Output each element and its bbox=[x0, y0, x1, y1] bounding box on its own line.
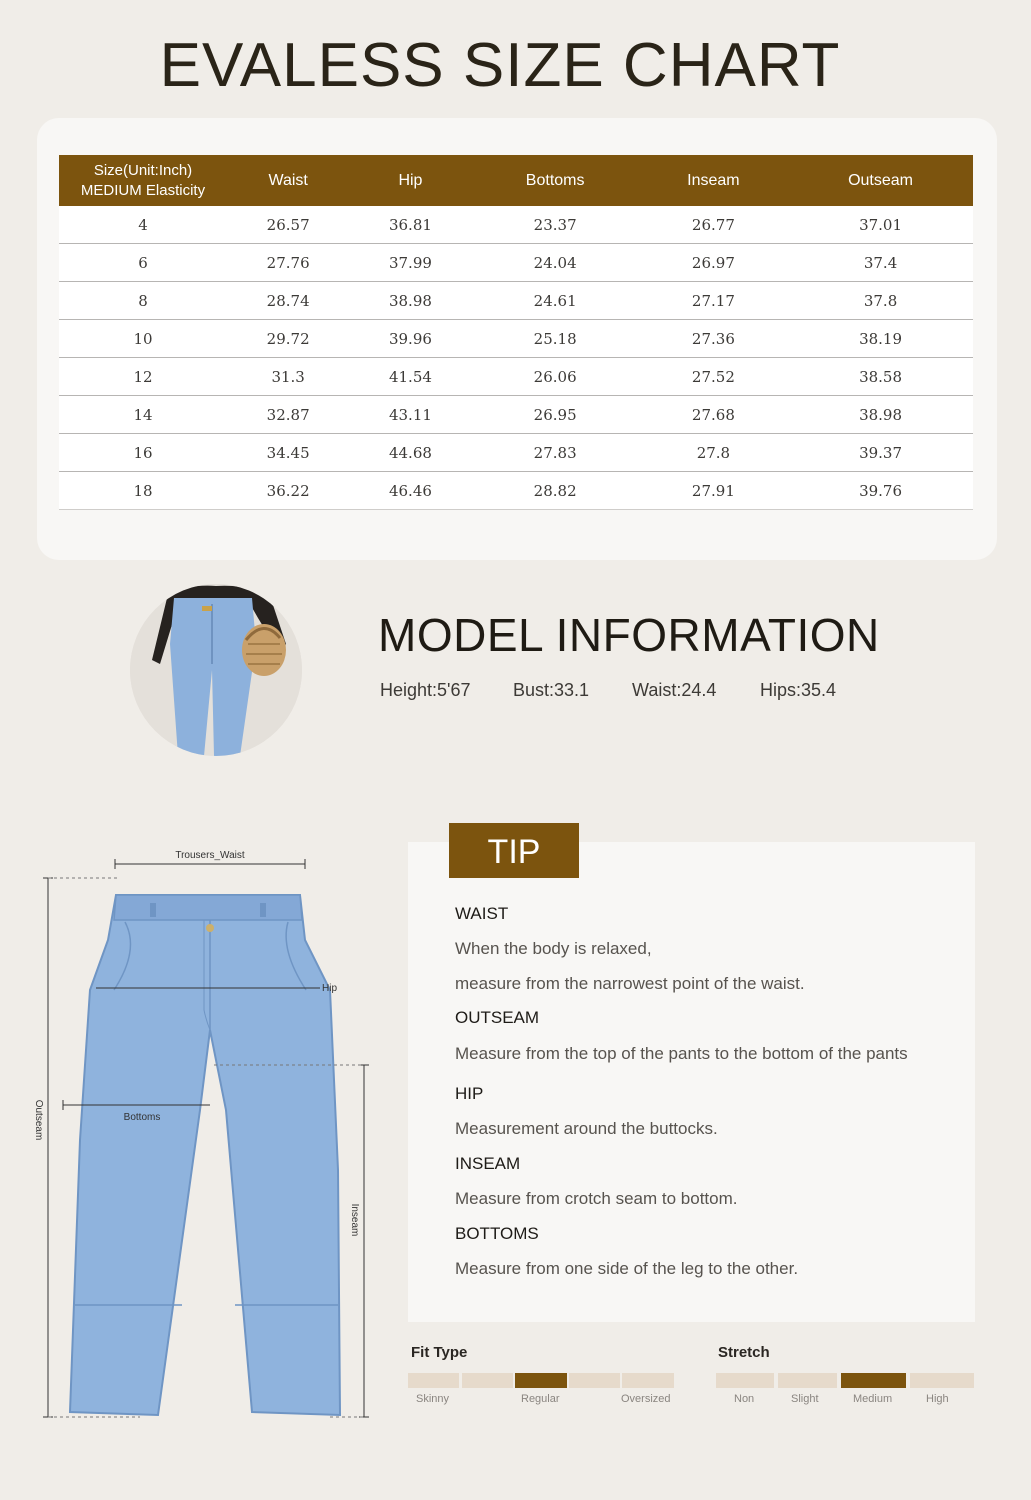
outseam-cell: 39.76 bbox=[788, 472, 973, 510]
waist-measure-label: Trousers_Waist bbox=[175, 850, 245, 861]
stretch-segment bbox=[716, 1373, 774, 1388]
stretch-label-medium: Medium bbox=[853, 1393, 893, 1405]
waist-cell: 31.3 bbox=[227, 358, 349, 396]
table-row bbox=[59, 206, 973, 244]
table-row bbox=[59, 244, 973, 282]
inseam-cell: 27.17 bbox=[639, 282, 788, 320]
hip-cell: 39.96 bbox=[349, 320, 471, 358]
bottoms-cell: 28.82 bbox=[472, 472, 639, 510]
size-header-unit: Size(Unit:Inch) bbox=[93, 161, 193, 179]
tip-outseam-text: Measure from the top of the pants to the bottom of the pants bbox=[455, 1044, 908, 1063]
size-cell: 10 bbox=[59, 320, 227, 358]
table-row bbox=[59, 282, 973, 320]
outseam-cell: 39.37 bbox=[788, 434, 973, 472]
hip-cell: 37.99 bbox=[349, 244, 471, 282]
hip-cell: 36.81 bbox=[349, 206, 471, 244]
bottoms-cell: 26.06 bbox=[472, 358, 639, 396]
hip-column-header: Hip bbox=[349, 155, 471, 206]
bottoms-cell: 25.18 bbox=[472, 320, 639, 358]
model-bust: Bust:33.1 bbox=[513, 680, 590, 700]
table-row bbox=[59, 434, 973, 472]
fit-type-label-regular: Regular bbox=[521, 1393, 560, 1405]
table-row bbox=[59, 396, 973, 434]
hip-cell: 41.54 bbox=[349, 358, 471, 396]
inseam-cell: 27.68 bbox=[639, 396, 788, 434]
inseam-cell: 27.8 bbox=[639, 434, 788, 472]
bottoms-cell: 23.37 bbox=[472, 206, 639, 244]
inseam-column-header: Inseam bbox=[639, 155, 788, 206]
fit-type-segment bbox=[462, 1373, 513, 1388]
table-row bbox=[59, 472, 973, 510]
fit-type-segment bbox=[408, 1373, 459, 1388]
model-hips: Hips:35.4 bbox=[760, 680, 837, 700]
stretch-title: Stretch bbox=[718, 1344, 770, 1361]
model-height: Height:5'67 bbox=[380, 680, 471, 700]
size-cell: 6 bbox=[59, 244, 227, 282]
bottoms-cell: 24.61 bbox=[472, 282, 639, 320]
size-cell: 16 bbox=[59, 434, 227, 472]
bottoms-cell: 26.95 bbox=[472, 396, 639, 434]
inseam-cell: 26.77 bbox=[639, 206, 788, 244]
tip-waist-text-1: When the body is relaxed, bbox=[455, 939, 652, 958]
stretch-label-non: Non bbox=[734, 1393, 755, 1405]
outseam-cell: 38.58 bbox=[788, 358, 973, 396]
table-row bbox=[59, 358, 973, 396]
size-cell: 18 bbox=[59, 472, 227, 510]
size-table-header bbox=[59, 155, 973, 206]
outseam-cell: 38.19 bbox=[788, 320, 973, 358]
stretch-label-high: High bbox=[926, 1393, 949, 1405]
waist-cell: 32.87 bbox=[227, 396, 349, 434]
inseam-cell: 27.91 bbox=[639, 472, 788, 510]
outseam-column-header: Outseam bbox=[788, 155, 973, 206]
waist-column-header: Waist bbox=[227, 155, 349, 206]
bottoms-column-header: Bottoms bbox=[472, 155, 639, 206]
size-cell: 4 bbox=[59, 206, 227, 244]
size-column-header bbox=[59, 155, 227, 206]
fit-type-label-oversized: Oversized bbox=[621, 1393, 671, 1405]
tip-bottoms-heading: BOTTOMS bbox=[455, 1224, 539, 1243]
tip-hip-heading: HIP bbox=[455, 1084, 484, 1103]
outseam-cell: 37.8 bbox=[788, 282, 973, 320]
hip-cell: 46.46 bbox=[349, 472, 471, 510]
tip-inseam-text: Measure from crotch seam to bottom. bbox=[455, 1189, 738, 1208]
model-info-title: MODEL INFORMATION bbox=[378, 609, 880, 661]
fit-type-segment bbox=[569, 1373, 620, 1388]
waist-cell: 27.76 bbox=[227, 244, 349, 282]
tip-waist-heading: WAIST bbox=[455, 904, 509, 923]
waist-cell: 28.74 bbox=[227, 282, 349, 320]
size-cell: 12 bbox=[59, 358, 227, 396]
inseam-cell: 27.36 bbox=[639, 320, 788, 358]
fit-type-segment bbox=[515, 1373, 567, 1388]
model-waist: Waist:24.4 bbox=[632, 680, 717, 700]
stretch-label-slight: Slight bbox=[791, 1393, 819, 1405]
fit-type-segment bbox=[622, 1373, 674, 1388]
tip-outseam-heading: OUTSEAM bbox=[455, 1008, 540, 1027]
waist-cell: 29.72 bbox=[227, 320, 349, 358]
waist-cell: 36.22 bbox=[227, 472, 349, 510]
tip-waist-text-2: measure from the narrowest point of the waist. bbox=[455, 974, 805, 993]
fit-type-label-skinny: Skinny bbox=[416, 1393, 450, 1405]
tip-hip-text: Measurement around the buttocks. bbox=[455, 1119, 718, 1138]
inseam-measure-label: Inseam bbox=[349, 1203, 360, 1237]
hip-cell: 38.98 bbox=[349, 282, 471, 320]
size-cell: 14 bbox=[59, 396, 227, 434]
tip-inseam-heading: INSEAM bbox=[455, 1154, 521, 1173]
tip-label: TIP bbox=[449, 823, 579, 878]
stretch-segment bbox=[841, 1373, 906, 1388]
hip-cell: 44.68 bbox=[349, 434, 471, 472]
outseam-cell: 38.98 bbox=[788, 396, 973, 434]
table-row bbox=[59, 320, 973, 358]
model-avatar bbox=[130, 584, 302, 756]
hip-measure-label: Hip bbox=[322, 983, 338, 994]
bottoms-cell: 27.83 bbox=[472, 434, 639, 472]
inseam-cell: 26.97 bbox=[639, 244, 788, 282]
size-header-elasticity: MEDIUM Elasticity bbox=[80, 181, 206, 199]
bottoms-cell: 24.04 bbox=[472, 244, 639, 282]
size-table bbox=[59, 155, 973, 510]
stretch-segment bbox=[910, 1373, 974, 1388]
outseam-measure-label: Outseam bbox=[33, 1099, 44, 1141]
outseam-cell: 37.4 bbox=[788, 244, 973, 282]
waist-cell: 26.57 bbox=[227, 206, 349, 244]
model-photo-illustration bbox=[130, 584, 302, 756]
measurement-diagram bbox=[30, 840, 400, 1430]
waist-cell: 34.45 bbox=[227, 434, 349, 472]
jeans-illustration bbox=[70, 895, 340, 1415]
fit-type-title: Fit Type bbox=[411, 1344, 468, 1361]
bottoms-measure-label: Bottoms bbox=[123, 1112, 161, 1123]
tip-bottoms-text: Measure from one side of the leg to the other. bbox=[455, 1259, 799, 1278]
stretch-segment bbox=[778, 1373, 837, 1388]
hip-cell: 43.11 bbox=[349, 396, 471, 434]
size-cell: 8 bbox=[59, 282, 227, 320]
page-title: EVALESS SIZE CHART bbox=[159, 31, 841, 100]
outseam-cell: 37.01 bbox=[788, 206, 973, 244]
inseam-cell: 27.52 bbox=[639, 358, 788, 396]
